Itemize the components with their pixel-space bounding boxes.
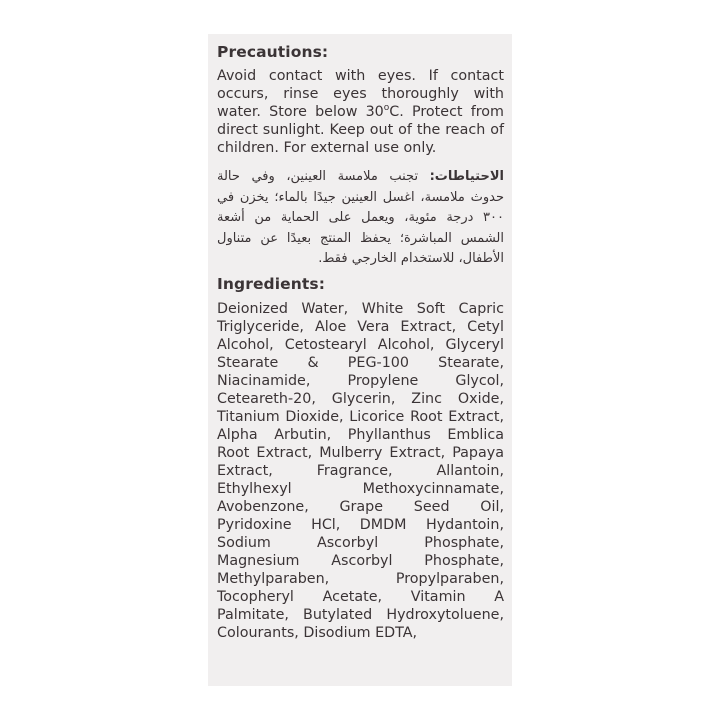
precautions-heading: Precautions: (217, 43, 329, 61)
precautions-text-part1: Avoid contact with eyes. If contact occurs, rinse eyes thoroughly with water. Store below 30 (217, 68, 504, 120)
arabic-precautions (217, 167, 504, 270)
product-label-panel (208, 34, 512, 686)
degree-superscript: o (383, 103, 390, 114)
ingredients-text: Deionized Water, White Soft Capric Triglyceride, Aloe Vera Extract, Cetyl Alcohol, Cetostearyl Alcohol, Glyceryl Stearate & PEG-100 Stearate, Niacinamide, Propylene Glycol, Ceteareth-20, Glycerin, Zinc Oxide, Titanium Dioxide, Licorice Root Extract, Alpha Arbutin, Phyllanthus Emblica Root Extract, Mulberry Extract, Papaya Extract, Fragrance, Allantoin, Ethylhexyl Methoxycinnamate, Avobenzone, Grape Seed Oil, Pyridoxine HCl, DMDM Hydantoin, Sodium Ascorbyl Phosphate, Magnesium Ascorbyl Phosphate, Methylparaben, Propylparaben, Tocopheryl Acetate, Vitamin A Palmitate, Butylated Hydroxytoluene, Colourants, Disodium EDTA, (217, 300, 504, 641)
precautions-text-part2: C. Protect from direct sunlight. Keep out of the reach of children. For external use only. (217, 104, 504, 156)
arabic-precautions-text: تجنب ملامسة العينين، وفي حالة حدوث ملامسة، اغسل العينين جيدًا بالماء؛ يخزن في ٣٠٠ درجة مئوية، ويعمل على الحماية من أشعة الشمس المباشرة؛ يحفظ المنتج بعيدًا عن متناول الأطفال، للاستخدام الخارجي فقط. (217, 169, 504, 266)
arabic-precautions-heading: الاحتياطات: (429, 169, 504, 184)
precautions-text (217, 67, 504, 157)
ingredients-heading: Ingredients: (217, 274, 326, 293)
